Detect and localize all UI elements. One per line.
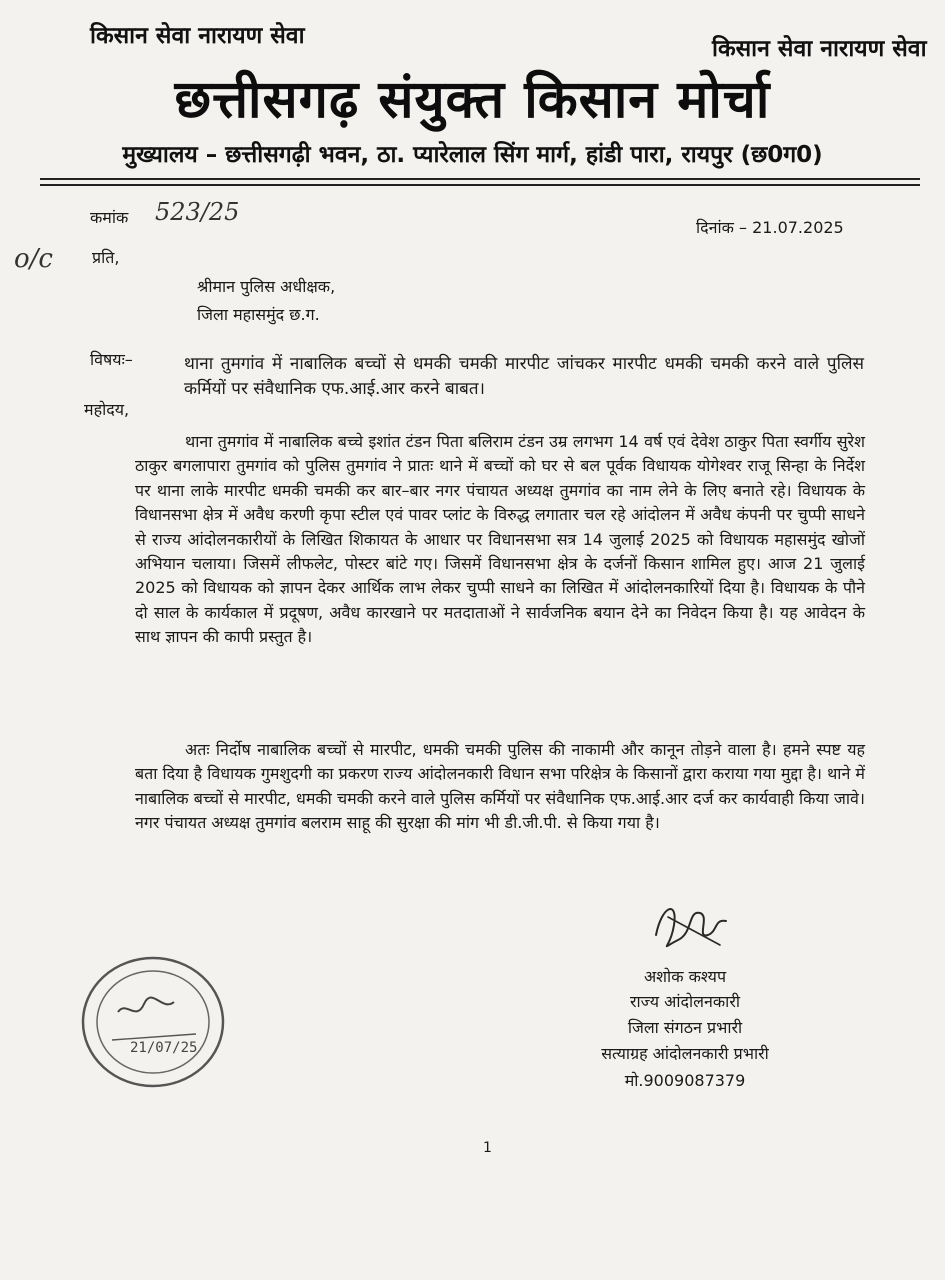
signature-scribble <box>648 895 738 955</box>
signatory-title-1: राज्य आंदोलनकारी <box>629 992 741 1011</box>
header-divider-top <box>40 178 920 180</box>
subject-label: विषयः– <box>90 350 133 369</box>
oc-mark: o/c <box>14 244 53 274</box>
signatory-title-2: जिला संगठन प्रभारी <box>627 1018 743 1037</box>
to-label: प्रति, <box>92 248 120 267</box>
signatory-title-3: सत्याग्रह आंदोलनकारी प्रभारी <box>601 1044 769 1063</box>
subject-text: थाना तुमगांव में नाबालिक बच्चों से धमकी चमकी मारपीट जांचकर मारपीट धमकी चमकी करने वाले पुलिस कर्मियों पर संवैधानिक एफ.आई.आर करने बाबत। <box>184 354 864 399</box>
received-stamp <box>78 952 228 1092</box>
page-number: 1 <box>483 1140 492 1156</box>
headquarters-address: मुख्यालय – छत्तीसगढ़ी भवन, ठा. प्यारेलाल सिंग मार्ग, हांडी पारा, रायपुर (छ0ग0) <box>122 142 823 168</box>
signatory-name: अशोक कश्यप <box>643 967 727 986</box>
body-paragraph-2: अतः निर्दोष नाबालिक बच्चों से मारपीट, धमकी चमकी पुलिस की नाकामी और कानून तोड़ने वाला है। हमने स्पष्ट यह बता दिया है विधायक गुमशुदगी का प्रकरण राज्य आंदोलनकारी विधान सभा परिक्षेत्र के किसानों द्वारा कराया गया मुद्दा है। थाने में नाबालिक बच्चों से मारपीट, धमकी चमकी करने वाले पुलिस कर्मियों पर संवैधानिक एफ.आई.आर दर्ज कर कार्यवाही किया जावे। नगर पंचायत अध्यक्ष तुमगांव बलराम साहू की सुरक्षा की मांग भी डी.जी.पी. से किया गया है। <box>135 740 865 833</box>
header-divider-bottom <box>40 184 920 186</box>
body-paragraph-1: थाना तुमगांव में नाबालिक बच्चे इशांत टंडन पिता बलिराम टंडन उम्र लगभग 14 वर्ष एवं देवेश ठाकुर पिता स्वर्गीय सुरेश ठाकुर बगलापारा तुमगांव को पुलिस तुमगांव ने प्रातः थाने में बच्चों को घर से बल पूर्वक विधायक योगेश्वर राजू सिन्हा के निर्देश पर थाना लाके मारपीट धमकी चमकी कर बार–बार नगर पंचायत अध्यक्ष तुमगांव का नाम लेने के लिए बनाते रहे। विधायक के विधानसभा क्षेत्र में अवैध करणी कृपा स्टील एवं पावर प्लांट के विरुद्ध लगातार चल रहे आंदोलन में अवैध कंपनी पर चुप्पी साधने से राज्य आंदोलनकारीयों के लिखित शिकायत के आधार पर विधानसभा सत्र 14 जुलाई 2025 को विधायक महासमुंद खोजों अभियान चलाया। जिसमें लीफलेट, पोस्टर बांटे गए। जिसमें विधानसभा क्षेत्र के दर्जनों किसान शामिल हुए। आज 21 जुलाई 2025 को विधायक को ज्ञापन देकर आर्थिक लाभ लेकर चुप्पी साधने का लिखित में आंदोलनकारियों दिया है। विधायक के पौने दो साल के कार्यकाल में प्रदूषण, अवैध कारखाने पर मतदाताओं ने सार्वजनिक बयान देने का निवेदन किया है। यह आवेदन के साथ ज्ञापन की कापी प्रस्तुत है। <box>135 432 865 647</box>
salutation: महोदय, <box>84 400 130 419</box>
recipient-line-1: श्रीमान पुलिस अधीक्षक, <box>197 277 336 296</box>
organization-title: छत्तीसगढ़ संयुक्त किसान मोर्चा <box>174 70 771 130</box>
signatory-phone: मो.9009087379 <box>624 1071 746 1090</box>
slogan-right: किसान सेवा नारायण सेवा <box>712 36 927 62</box>
letter-date: दिनांक – 21.07.2025 <box>696 218 844 237</box>
slogan-left: किसान सेवा नारायण सेवा <box>90 23 305 49</box>
reference-number: 523/25 <box>155 198 240 226</box>
stamp-date: 21/07/25 <box>130 1040 198 1056</box>
recipient-line-2: जिला महासमुंद छ.ग. <box>197 305 320 324</box>
reference-label: कमांक <box>90 208 129 227</box>
